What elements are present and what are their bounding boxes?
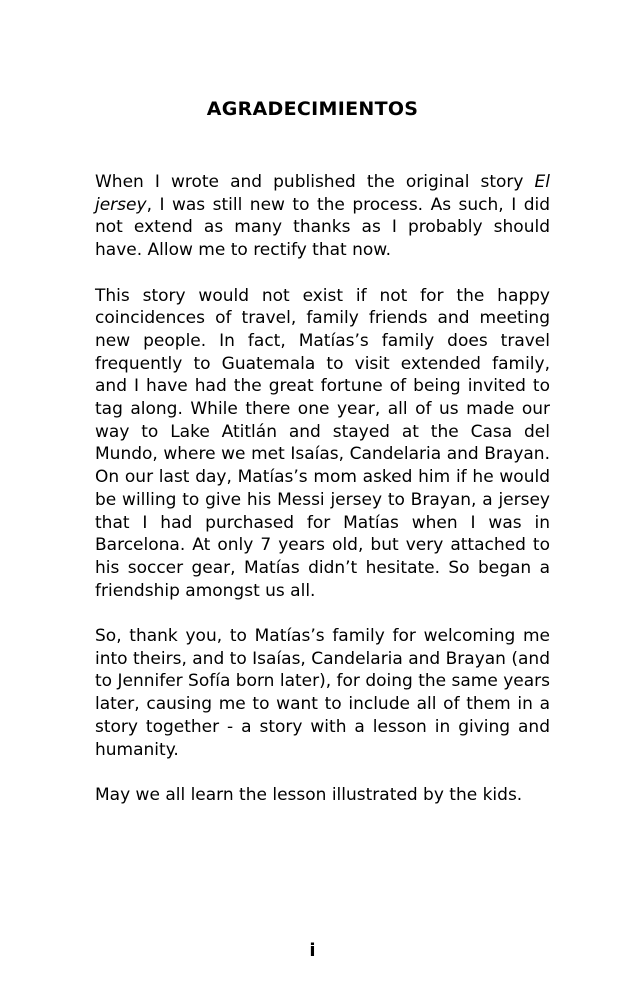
paragraph-3: So, thank you, to Matías’s family for welcoming me into theirs, and to Isaías, Candelaria and Brayan (and to Jennifer Sofía born later), for doing the same years later, causing me to want to include all of them in a story together - a story with a lesson in giving and humanity. xyxy=(95,626,550,760)
book-title-italic: El jersey xyxy=(95,172,550,215)
paragraph-1 xyxy=(95,171,550,262)
paragraph-1-end: , I was still new to the process. As such, I did not extend as many thanks as I probably should have. Allow me to rectify that now. xyxy=(95,194,550,261)
paragraph-1-start: When I wrote and published the original story xyxy=(95,172,535,192)
body-text xyxy=(95,171,550,807)
paragraph-4: May we all learn the lesson illustrated by the kids. xyxy=(95,784,523,805)
page-number: i xyxy=(309,940,316,961)
paragraph-2: This story would not exist if not for the happy coincidences of travel, family friends and meeting new people. In fact, Matías’s family does travel frequently to Guatemala to visit extended family, and I have had the great fortune of being invited to tag along. While there one year, all of us made our way to Lake Atitlán and stayed at the Casa del Mundo, where we met Isaías, Candelaria and Brayan. On our last day, Matías’s mom asked him if he would be willing to give his Messi jersey to Brayan, a jersey that I had purchased for Matías when I was in Barcelona. At only 7 years old, but very attached to his soccer gear, Matías didn’t hesitate. So began a friendship amongst us all. xyxy=(95,285,550,601)
page-title: AGRADECIMIENTOS xyxy=(206,98,419,120)
